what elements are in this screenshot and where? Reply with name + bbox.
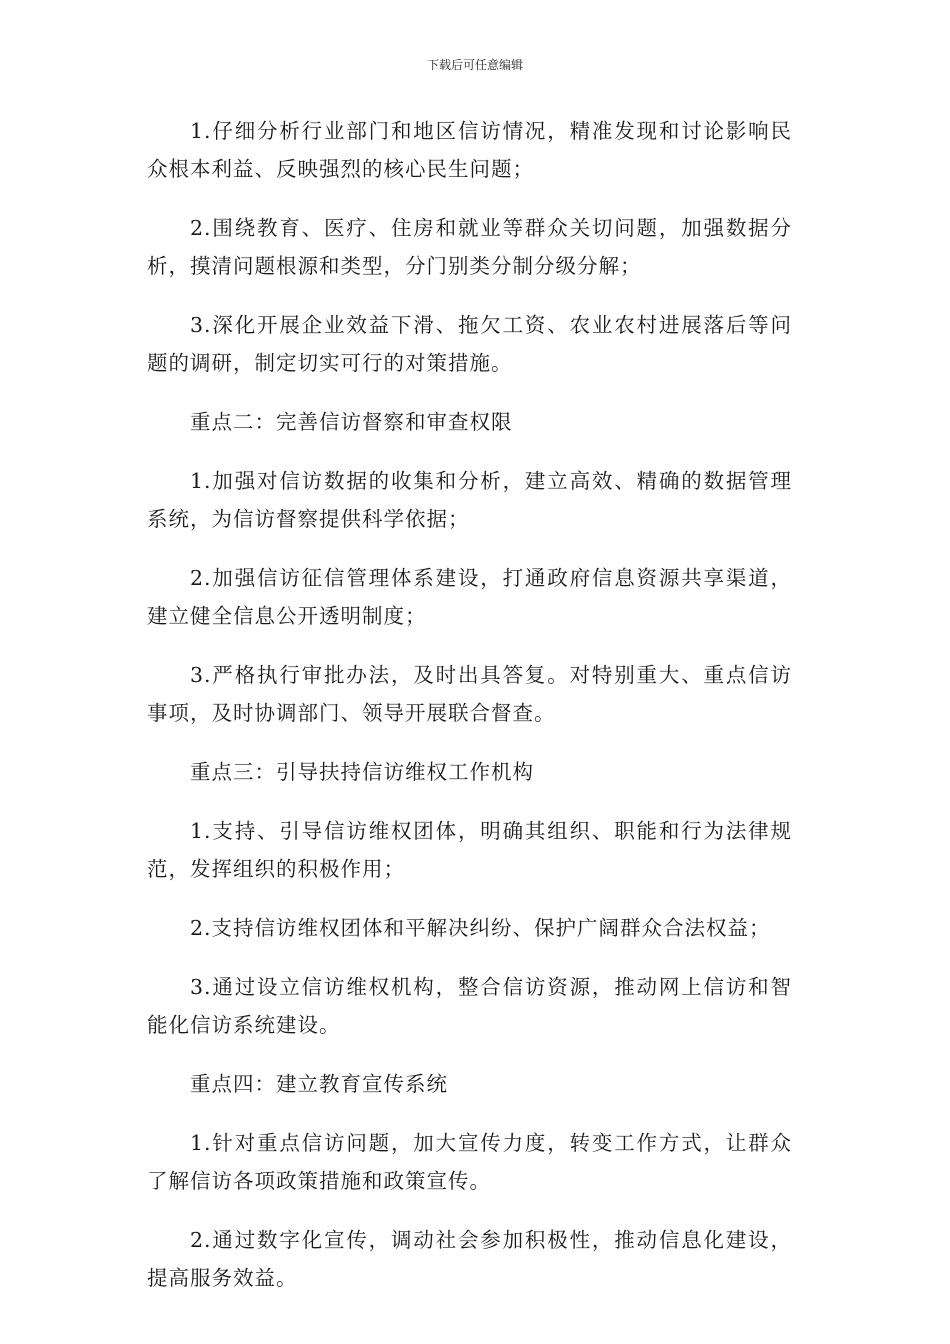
section-heading-3: 重点三：引导扶持信访维权工作机构 bbox=[190, 760, 534, 784]
section-heading-2: 重点二：完善信访督察和审查权限 bbox=[190, 410, 513, 434]
paragraph-2: 2.围绕教育、医疗、住房和就业等群众关切问题，加强数据分析，摸清问题根源和类型，分门别类分制分级分解； bbox=[147, 216, 792, 278]
paragraph-6: 3.严格执行审批办法，及时出具答复。对特别重大、重点信访事项，及时协调部门、领导开展联合督查。 bbox=[147, 663, 792, 725]
paragraph-1: 1.仔细分析行业部门和地区信访情况，精准发现和讨论影响民众根本利益、反映强烈的核心民生问题； bbox=[147, 119, 792, 181]
paragraph-4: 1.加强对信访数据的收集和分析，建立高效、精确的数据管理系统，为信访督察提供科学依据； bbox=[147, 469, 792, 531]
page-header: 下载后可任意编辑 bbox=[426, 58, 523, 72]
section-heading-4: 重点四：建立教育宣传系统 bbox=[190, 1072, 448, 1096]
paragraph-11: 2.通过数字化宣传，调动社会参加积极性，推动信息化建设，提高服务效益。 bbox=[147, 1228, 792, 1290]
paragraph-10: 1.针对重点信访问题，加大宣传力度，转变工作方式，让群众了解信访各项政策措施和政策宣传。 bbox=[147, 1131, 792, 1193]
paragraph-5: 2.加强信访征信管理体系建设，打通政府信息资源共享渠道，建立健全信息公开透明制度； bbox=[147, 566, 792, 628]
paragraph-3: 3.深化开展企业效益下滑、拖欠工资、农业农村进展落后等问题的调研，制定切实可行的对策措施。 bbox=[147, 313, 792, 375]
paragraph-9: 3.通过设立信访维权机构，整合信访资源，推动网上信访和智能化信访系统建设。 bbox=[147, 975, 792, 1037]
paragraph-8: 2.支持信访维权团体和平解决纠纷、保护广阔群众合法权益； bbox=[190, 916, 771, 940]
document-body bbox=[147, 112, 792, 1318]
paragraph-7: 1.支持、引导信访维权团体，明确其组织、职能和行为法律规范，发挥组织的积极作用； bbox=[147, 819, 792, 881]
